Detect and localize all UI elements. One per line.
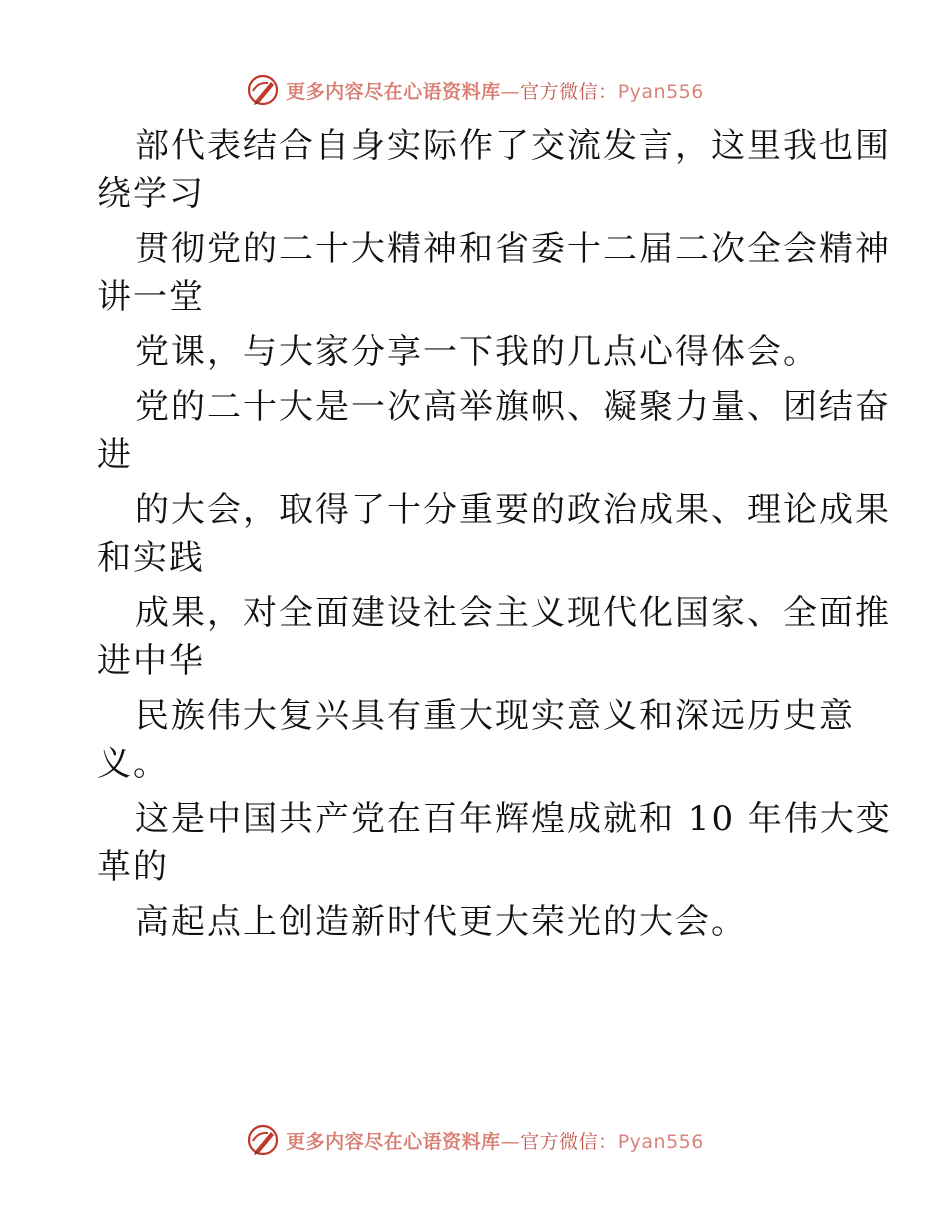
- body-line: 进中华: [97, 641, 205, 681]
- body-line: 进: [97, 435, 133, 475]
- body-line: 讲一堂: [97, 277, 205, 317]
- body-line: 这是中国共产党在百年辉煌成就和 10 年伟大变: [135, 799, 892, 839]
- header-banner-text: [286, 77, 704, 104]
- body-line: 革的: [97, 847, 169, 887]
- body-line: 义。: [97, 744, 169, 784]
- header-banner: [0, 70, 950, 110]
- pen-logo-icon: [246, 73, 280, 107]
- body-line: 和实践: [97, 538, 205, 578]
- footer-banner-text: [286, 1127, 704, 1154]
- footer-banner-main: 更多内容尽在心语资料库: [286, 1130, 501, 1153]
- footer-banner-dash: —: [500, 1130, 521, 1153]
- header-banner-dash: —: [500, 80, 521, 103]
- body-line: 的大会，取得了十分重要的政治成果、理论成果: [135, 490, 891, 530]
- footer-banner-wechat: 官方微信：: [520, 1130, 618, 1153]
- pen-logo-icon: [246, 1123, 280, 1157]
- body-line: 成果，对全面建设社会主义现代化国家、全面推: [135, 593, 891, 633]
- body-line: 党课，与大家分享一下我的几点心得体会。: [135, 332, 819, 372]
- body-line: 高起点上创造新时代更大荣光的大会。: [135, 902, 747, 942]
- body-line: 绕学习: [97, 174, 205, 214]
- header-banner-wechat: 官方微信：: [520, 80, 618, 103]
- body-line: 贯彻党的二十大精神和省委十二届二次全会精神: [135, 229, 891, 269]
- body-line: 党的二十大是一次高举旗帜、凝聚力量、团结奋: [135, 387, 891, 427]
- header-banner-main: 更多内容尽在心语资料库: [286, 80, 501, 103]
- header-banner-id: Pyan556: [617, 80, 704, 103]
- body-line: 民族伟大复兴具有重大现实意义和深远历史意: [135, 696, 855, 736]
- document-body: [97, 122, 892, 946]
- footer-banner-id: Pyan556: [617, 1130, 704, 1153]
- body-line: 部代表结合自身实际作了交流发言，这里我也围: [135, 126, 891, 166]
- footer-banner: [0, 1120, 950, 1160]
